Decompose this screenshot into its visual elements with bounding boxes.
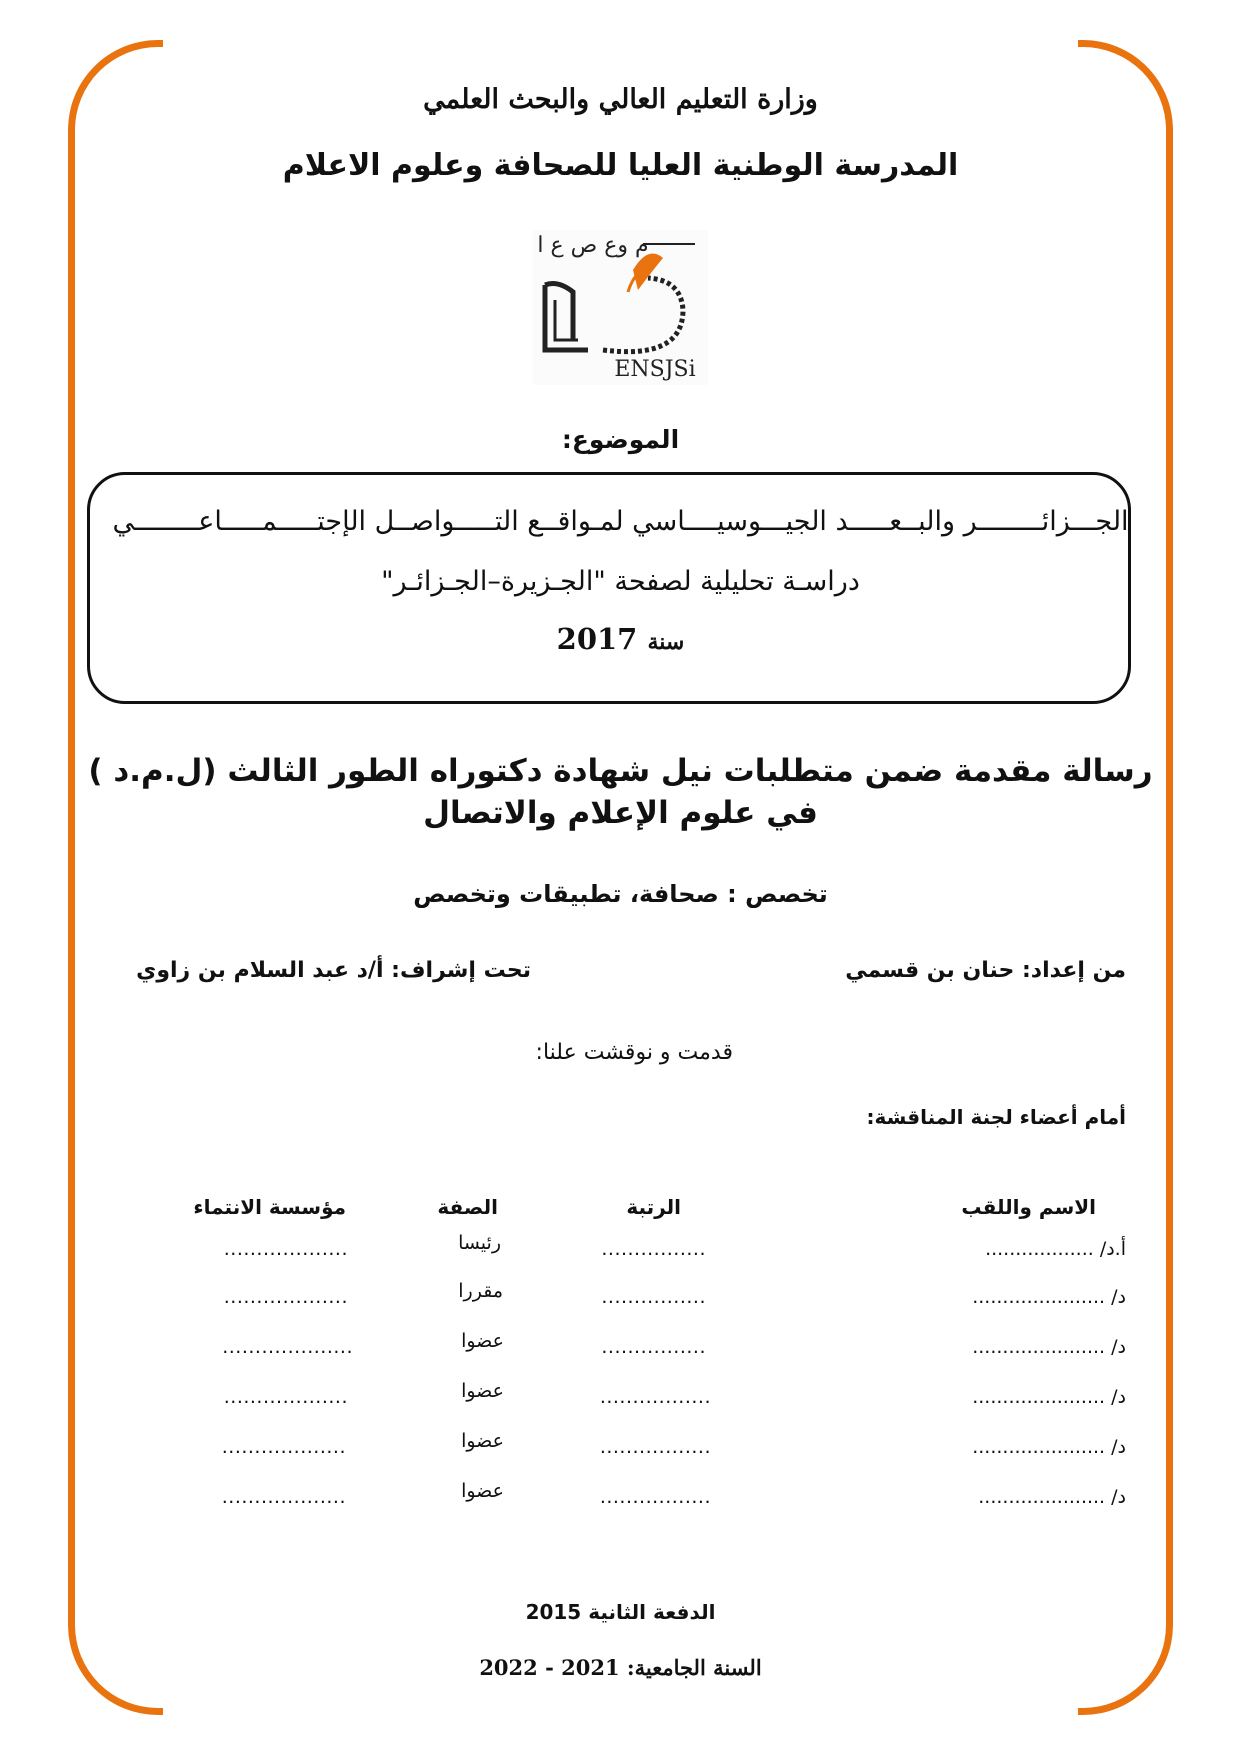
school-title: المدرسة الوطنية العليا للصحافة وعلوم الاعلام <box>282 148 959 183</box>
row4-name: د/ ...................... <box>972 1386 1126 1408</box>
row1-name: أ.د/ .................. <box>985 1238 1126 1260</box>
batch: الدفعة الثانية 2015 <box>525 1600 716 1624</box>
row2-rank: ................ <box>601 1286 706 1308</box>
row4-institution: ................... <box>223 1386 348 1408</box>
topic-title: الجـــزائــــــــر والبــعـــــد الجيـــوسيــــاسي لمـواقــع التـــــواصــل الإجتـــــمـــــاعــــــــي <box>112 506 1129 537</box>
row1-rank: ................ <box>601 1238 706 1260</box>
decorative-frame-right <box>1078 40 1173 1715</box>
row3-name: د/ ...................... <box>972 1336 1126 1358</box>
committee-title: أمام أعضاء لجنة المناقشة: <box>866 1105 1126 1129</box>
year-value: 2017 <box>556 622 638 656</box>
prepared-by: من إعداد: حنان بن قسمي <box>845 958 1126 983</box>
header-institution: مؤسسة الانتماء <box>193 1195 346 1219</box>
row3-role: عضوا <box>461 1330 504 1352</box>
svg-text:م وع ص ع ا: م وع ص ع ا <box>537 233 649 258</box>
row4-role: عضوا <box>461 1380 504 1402</box>
subject-label: الموضوع: <box>561 425 680 454</box>
ministry-title: وزارة التعليم العالي والبحث العلمي <box>423 84 818 115</box>
row5-role: عضوا <box>461 1430 504 1452</box>
row2-role: مقررا <box>458 1280 503 1302</box>
thesis-statement: رسالة مقدمة ضمن متطلبات نيل شهادة دكتوراه الطور الثالث (ل.م.د ) <box>88 753 1153 789</box>
topic-subtitle: دراسـة تحليلية لصفحة "الجـزيرة–الجـزائـر" <box>381 566 860 597</box>
defended-statement: قدمت و نوقشت علنا: <box>535 1040 733 1065</box>
topic-year <box>0 622 1241 656</box>
thesis-field: في علوم الإعلام والاتصال <box>423 795 818 831</box>
row5-name: د/ ...................... <box>972 1436 1126 1458</box>
row2-name: د/ ...................... <box>972 1286 1126 1308</box>
row6-name: د/ ..................... <box>978 1486 1126 1508</box>
supervised-by: تحت إشراف: أ/د عبد السلام بن زاوي <box>136 958 531 983</box>
row6-role: عضوا <box>461 1480 504 1502</box>
header-rank: الرتبة <box>626 1195 681 1219</box>
ensjsi-logo <box>533 230 708 385</box>
academic-year: السنة الجامعية: 2021 - 2022 <box>479 1655 762 1680</box>
row1-institution: ................... <box>223 1238 348 1260</box>
year-label: سنة <box>647 629 685 655</box>
header-name: الاسم واللقب <box>961 1195 1096 1219</box>
row3-institution: .................... <box>222 1336 353 1358</box>
row4-rank: ................. <box>599 1386 711 1408</box>
row6-institution: ................... <box>221 1486 346 1508</box>
row1-role: رئيسا <box>458 1232 501 1254</box>
row2-institution: ................... <box>223 1286 348 1308</box>
row5-rank: ................. <box>599 1436 711 1458</box>
specialty: تخصص : صحافة، تطبيقات وتخصص <box>413 880 828 908</box>
decorative-frame-left <box>68 40 163 1715</box>
row3-rank: ................ <box>601 1336 706 1358</box>
svg-text:ENSJSi: ENSJSi <box>614 357 696 382</box>
row5-institution: ................... <box>221 1436 346 1458</box>
header-role: الصفة <box>437 1195 498 1219</box>
row6-rank: ................. <box>599 1486 711 1508</box>
